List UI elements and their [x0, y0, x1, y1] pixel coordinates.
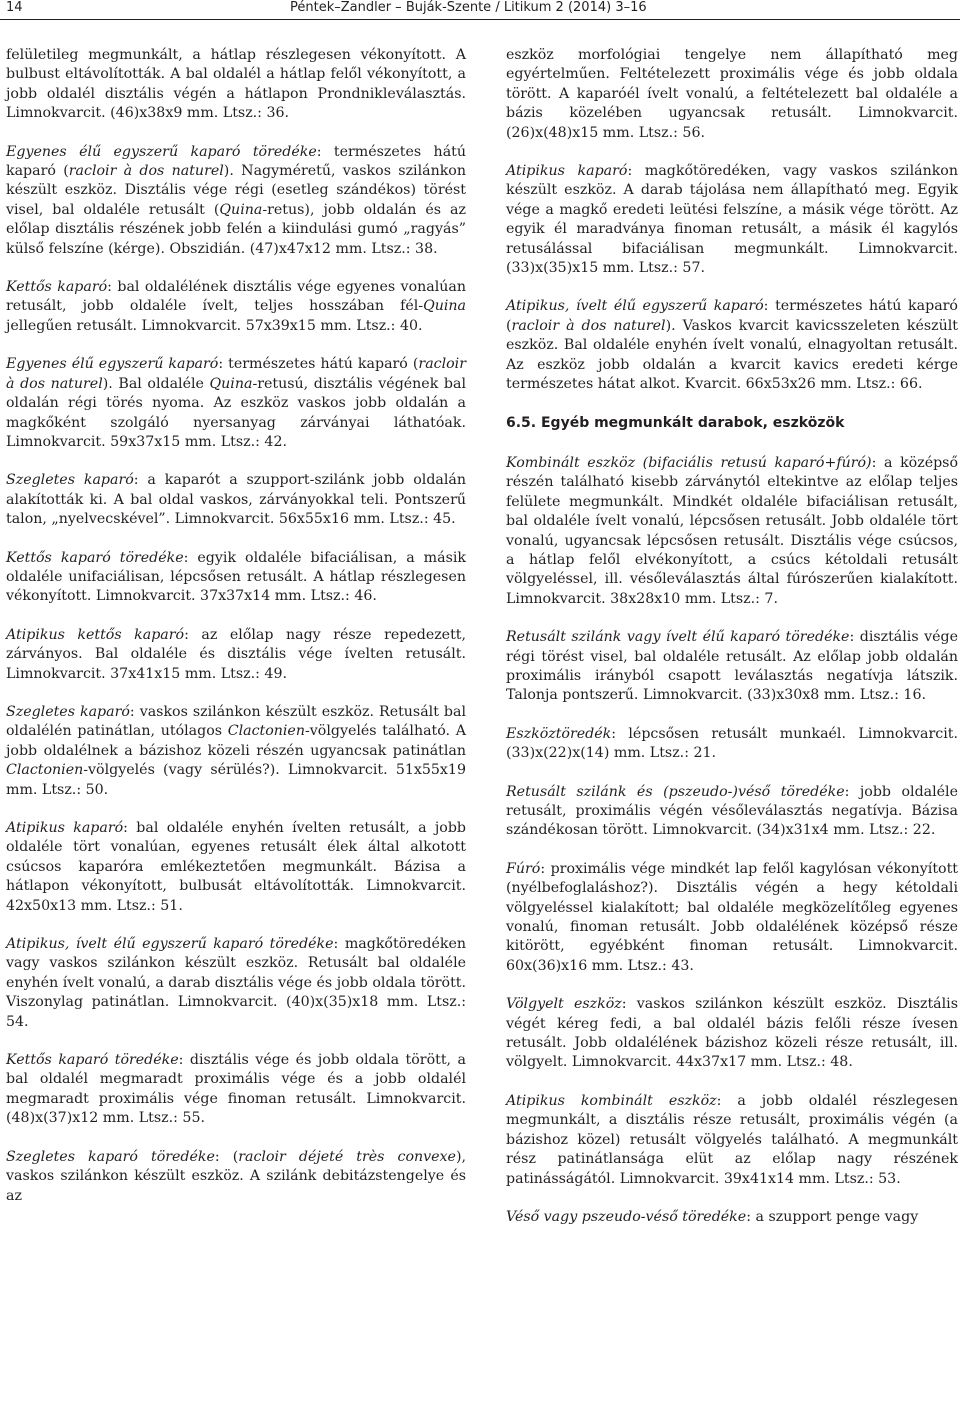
entry-title: Atipikus kombinált eszköz [506, 1092, 717, 1109]
entry-italic-term: racloir déjeté très convexe [238, 1148, 456, 1165]
entry-title: Retusált szilánk és (pszeudo-)véső töredéke [506, 783, 845, 800]
catalog-entry [6, 819, 466, 916]
right-column [506, 46, 958, 1246]
entry-text: -retusú, disztális végének bal oldalán régi törés nyoma. Az eszköz vaskos jobb oldalán a magkőként szolgáló nyersanyag zárványai láthatóak. Limnokvarcit. 59x37x15 mm. Ltsz.: 42. [6, 375, 466, 450]
entry-text: : jobb oldaléle retusált, proximális végén vésőleválasztás negatívja. Bázisa szándékosan törött. Limnokvarcit. (34)x31x4 mm. Ltsz.: 22. [506, 783, 958, 839]
catalog-entry [6, 355, 466, 452]
entry-text: eszköz morfológiai tengelye nem állapítható meg egyértelműen. Feltételezett proximális vége és jobb oldala törött. A kaparóél ívelt vonalú, a feltételezett bal oldaléle a bázis közelében ugyancsak retusált. Limnokvarcit. (26)x(48)x15 mm. Ltsz.: 56. [506, 47, 958, 141]
catalog-entry [6, 143, 466, 259]
entry-text: : vaskos szilánkon készült eszköz. Disztális végét kéreg fedi, a bal oldalél bázis felőli része ívesen retusált. Jobb oldalélének bázishoz közeli része retusált, ill. völgyelt. Limnokvarcit. 44x37x17 mm. Ltsz.: 48. [506, 996, 958, 1071]
entry-title: Szegletes kaparó töredéke [6, 1148, 215, 1165]
entry-title: Kombinált eszköz (bifaciális retusú kaparó+fúró) [506, 454, 872, 471]
entry-text: : proximális vége mindkét lap felől kagylósan vékonyított (nyélbefoglaláshoz?). Disztális végén a hegy kétoldali völgyeléssel kialakított; bal oldaléle megközelítőleg egyenes vonalú, finoman retusált. Jobb oldalélének középső része kitörött, egyébként finoman retusált. Limnokvarcit. 60x(36)x16 mm. Ltsz.: 43. [506, 860, 958, 974]
catalog-entry [506, 1092, 958, 1189]
entry-title: Kettős kaparó [6, 279, 108, 296]
entry-text: ). Nagyméretű, vaskos szilánkon készült eszköz. Disztális vége régi (esetleg szándékos) törést visel, bal oldaléle retusált ( [6, 163, 466, 218]
entry-title: Retusált szilánk vagy ívelt élű kaparó töredéke [506, 629, 850, 646]
catalog-entry [6, 626, 466, 684]
entry-text: -völgyelés (vagy sérülés?). Limnokvarcit. 51x55x19 mm. Ltsz.: 50. [6, 762, 466, 798]
entry-title: Szegletes kaparó [6, 472, 134, 489]
catalog-entry [506, 297, 958, 394]
right-column-bottom [506, 454, 958, 1227]
entry-italic-term: Quina [209, 375, 253, 392]
entry-text: : magkőtöredéken vagy vaskos szilánkon készült eszköz. Retusált bal oldaléle enyhén ívelt vonalú, a darab disztális vége és jobb oldala törött. Viszonylag patinátlan. Limnokvarcit. (40)x(35)x18 mm. Ltsz.: 54. [6, 936, 466, 1030]
catalog-entry [506, 725, 958, 764]
entry-text: : bal oldaléle enyhén ívelten retusált, a jobb oldaléle tört vonalúan, egyenes retusált élek által alkotott csúcsos kaparóra emlékeztetően megmunkált. Bázisa a hátlapon vékonyított, bulbusát eltávolították. Limnokvarcit. 42x50x13 mm. Ltsz.: 51. [6, 820, 466, 914]
header-rule [0, 19, 960, 20]
entry-text: jellegűen retusált. Limnokvarcit. 57x39x15 mm. Ltsz.: 40. [6, 317, 423, 334]
entry-text: : természetes hátú kaparó ( [218, 356, 419, 373]
entry-text: -völgyelés található. A jobb oldalélnek a bázishoz közeli részén ugyancsak patinátlan [6, 723, 466, 759]
catalog-entry [506, 783, 958, 841]
entry-title: Atipikus, ívelt élű egyszerű kaparó [506, 298, 764, 315]
entry-title: Atipikus kaparó [6, 820, 124, 836]
entry-text: : a szupport penge vagy [746, 1208, 919, 1225]
catalog-entry [506, 162, 958, 278]
entry-text: ), vaskos szilánkon készült eszköz. A szilánk debitázstengelye és az [6, 1148, 466, 1204]
entry-text: ). Bal oldaléle [102, 375, 210, 392]
catalog-entry [6, 935, 466, 1032]
entry-text: -retus), jobb oldalán és az előlap disztális részének jobb felén a kiindulási gumó „ragyás” külső felszíne (kérge). Obszidián. (47)x47x12 mm. Ltsz.: 38. [6, 201, 466, 257]
catalog-entry [6, 703, 466, 800]
entry-title: Atipikus, ívelt élű egyszerű kaparó töredéke [6, 936, 334, 953]
entry-text: : disztális vége régi törést visel, bal oldaléle retusált. Az előlap jobb oldalán proximális irányból csapott leválasztás negatívja látszik. Talonja pontszerű. Limnokvarcit. (33)x30x8 mm. Ltsz.: 16. [506, 629, 958, 704]
entry-title: Völgyelt eszköz [506, 996, 622, 1013]
entry-title: Eszköztöredék [506, 725, 612, 742]
entry-text: : a kaparót a szupport-szilánk jobb oldalán alakították ki. A bal oldal vaskos, zárványokkal teli. Pontszerű talon, „nyelvecskével”. Limnokvarcit. 56x55x16 mm. Ltsz.: 45. [6, 472, 466, 528]
entry-title: Egyenes élű egyszerű kaparó töredéke [6, 143, 317, 160]
page-number: 14 [6, 0, 23, 15]
entry-text: : bal oldalélének disztális vége egyenes vonalúan retusált, jobb oldaléle ívelt, teljes hosszában fél- [6, 279, 466, 315]
entry-text: : természetes hátú kaparó ( [506, 298, 958, 334]
catalog-entry [506, 46, 958, 143]
entry-text: ). Vaskos kvarcit kavicsszeleten készült eszköz. Bal oldaléle enyhén ívelt vonalú, elnagyoltan retusált. Az eszköz jobb oldalán a kvarcit kavics eredeti kérge természetes hátat alkot. Kvarcit. 66x53x26 mm. Ltsz.: 66. [506, 317, 958, 393]
entry-italic-term: Clactonien [227, 723, 305, 740]
entry-text: : egyik oldaléle bifaciálisan, a másik oldaléle unifaciálisan, lépcsősen retusált. A hátlap részlegesen vékonyított. Limnokvarcit. 37x37x14 mm. Ltsz.: 46. [6, 549, 467, 605]
entry-italic-term: racloir à dos naturel [68, 163, 224, 180]
entry-text: : az előlap nagy része repedezett, zárványos. Bal oldaléle és disztális vége ívelten retusált. Limnokvarcit. 37x41x15 mm. Ltsz.: 49. [6, 626, 466, 682]
catalog-entry [506, 995, 958, 1073]
entry-italic-term: Quina [423, 298, 466, 315]
catalog-entry [6, 471, 466, 529]
catalog-entry [506, 628, 958, 706]
entry-italic-term: racloir à dos naturel [511, 317, 666, 334]
catalog-entry [506, 1208, 958, 1227]
entry-title: Véső vagy pszeudo-véső töredéke [506, 1208, 747, 1225]
entry-title: Kettős kaparó töredéke [6, 549, 184, 566]
entry-text: : lépcsősen retusált munkaél. Limnokvarcit. (33)x(22)x(14) mm. Ltsz.: 21. [506, 725, 958, 762]
entry-text: : vaskos szilánkon készült eszköz. Retusált bal oldalélén patinátlan, utólagos [6, 703, 466, 740]
entry-title: Szegletes kaparó [6, 703, 130, 720]
catalog-entry [6, 1148, 466, 1206]
left-column [6, 46, 466, 1225]
catalog-entry [506, 860, 958, 976]
right-column-top [506, 46, 958, 395]
entry-title: Atipikus kettős kaparó [6, 626, 185, 643]
entry-title: Kettős kaparó töredéke [6, 1052, 179, 1069]
page-header [0, 0, 960, 20]
entry-text: : disztális vége és jobb oldala törött, a bal oldalél megmaradt proximális vége és a jobb oldalél megmaradt proximális vége finoman retusált. Limnokvarcit. (48)x(37)x12 mm. Ltsz.: 55. [6, 1052, 466, 1127]
entry-title: Atipikus kaparó [506, 163, 628, 180]
entry-text: : a középső részén található kisebb zárványtól eltekintve az előlap teljes felülete megmunkált. Mindkét oldaléle bifaciálisan retusált, bal oldaléle ívelt vonalú, lépcsősen retusált. Jobb oldaléle tört vonalú, ugyancsak lépcsősen retusált. Disztális vége csúcsos, a hátlap felől elvékonyított, a csúcs kétoldali retusált völgyeléssel, ill. vésőleválasztás által fúrószerűen kialakított. Limnokvarcit. 38x28x10 mm. Ltsz.: 7. [506, 454, 958, 607]
entry-text: : természetes hátú kaparó ( [6, 143, 466, 180]
catalog-entry [6, 1051, 466, 1129]
entry-text: : magkőtöredéken, vagy vaskos szilánkon készült eszköz. A darab tájolása nem állapítható meg. Egyik vége a magkő eredeti leütési felszíne, a másik vége törött. Az egyik él maradványa finoman retusált, a másik él kagylós retusálással bifaciálisan megmunkált. Limnokvarcit. (33)x(35)x15 mm. Ltsz.: 57. [506, 163, 958, 277]
entry-text: felületileg megmunkált, a hátlap részlegesen vékonyított. A bulbust eltávolították. A bal oldalél a hátlap felől vékonyított, a jobb oldalél disztális végén a hátlapon Prondnikleválasztás. Limnokvarcit. (46)x38x9 mm. Ltsz.: 36. [6, 47, 466, 122]
entry-italic-term: Quina [219, 201, 263, 218]
entry-italic-term: Clactonien [6, 762, 84, 779]
section-heading: 6.5. Egyéb megmunkált darabok, eszközök [506, 414, 845, 431]
entry-text: : ( [214, 1148, 239, 1165]
catalog-entry [6, 46, 466, 124]
entry-title: Egyenes élű egyszerű kaparó [6, 356, 219, 373]
entry-title: Fúró [506, 860, 541, 877]
entry-italic-term: racloir à dos naturel [6, 356, 467, 392]
running-title: Péntek–Zandler – Buják-Szente / Litikum 2 (2014) 3–16 [290, 0, 647, 15]
catalog-entry [6, 549, 466, 607]
entry-text: : a jobb oldalél részlegesen megmunkált, a disztális része retusált, proximális végén (a bázishoz közel) retusált völgyelés található. A megmunkált rész patinátlansága elüt az előlap nagy részének patinásságától. Limnokvarcit. 39x41x14 mm. Ltsz.: 53. [506, 1092, 958, 1187]
catalog-entry [506, 454, 958, 609]
catalog-entry [6, 278, 466, 336]
